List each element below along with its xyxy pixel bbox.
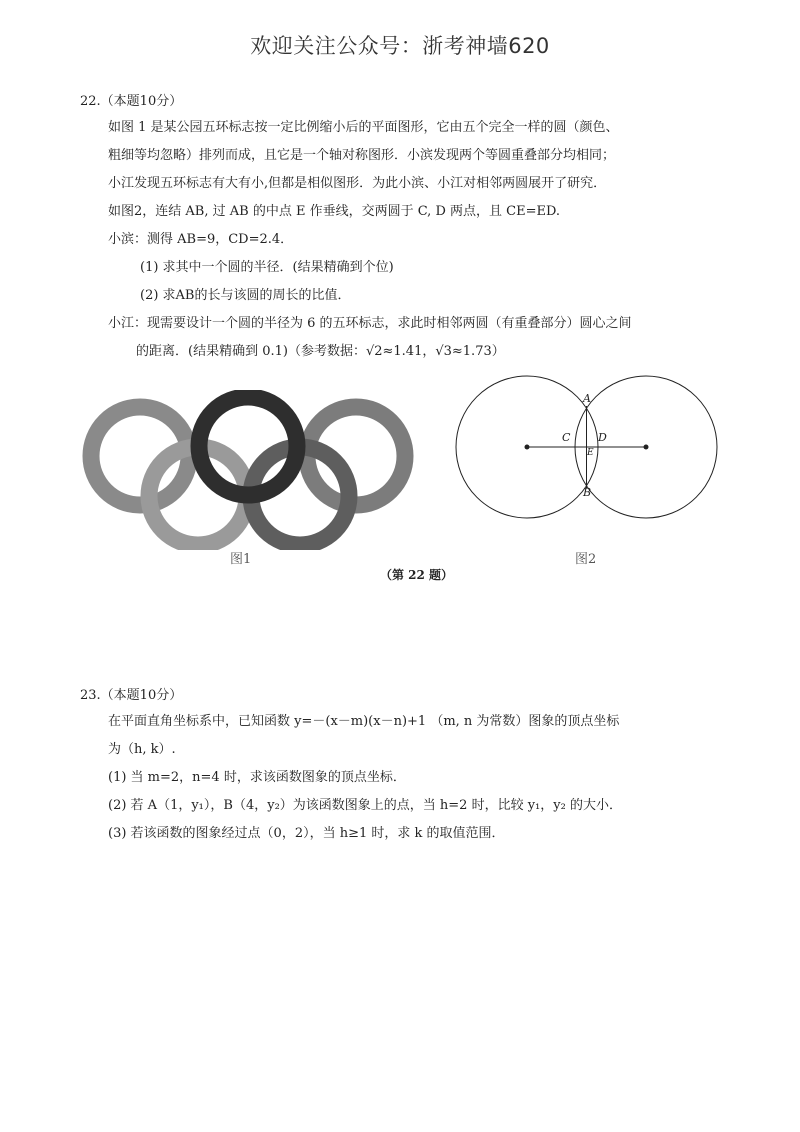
figure-2-caption: 图2	[575, 552, 597, 567]
q22-part-1: (1) 求其中一个圆的半径．(结果精确到个位)	[140, 260, 394, 275]
q22-line-5: 小滨：测得 AB=9，CD=2.4．	[108, 232, 294, 247]
point-e-label: E	[587, 448, 594, 458]
point-c-label: C	[562, 431, 571, 444]
page-header: 欢迎关注公众号：浙考神墙620	[250, 34, 550, 58]
q23-part-2: (2) 若 A（1，y₁），B（4，y₂）为该函数图象上的点，当 h=2 时，比较 y₁，y₂ 的大小．	[108, 798, 622, 813]
point-d-label: D	[598, 431, 607, 444]
q23-part-1: (1) 当 m=2，n=4 时，求该函数图象的顶点坐标．	[108, 770, 406, 785]
right-center-dot	[644, 445, 649, 450]
q22-line-2: 粗细等均忽略）排列而成，且它是一个轴对称图形．小滨发现两个等圆重叠部分均相同；	[108, 148, 616, 163]
q23-line-1: 在平面直角坐标系中，已知函数 y=－(x－m)(x－n)+1 （m, n 为常数）图象的顶点坐标	[108, 714, 620, 729]
q22-line-9: 的距离．(结果精确到 0.1)（参考数据：√2≈1.41，√3≈1.73）	[136, 344, 505, 359]
q22-line-4: 如图2，连结 AB, 过 AB 的中点 E 作垂线，交两圆于 C, D 两点，且 CE=ED.	[108, 204, 561, 219]
question-22-figure-caption: （第 22 题）	[380, 568, 454, 582]
q23-part-3: (3) 若该函数的图象经过点（0，2），当 h≥1 时，求 k 的取值范围．	[108, 826, 505, 841]
q22-line-8: 小江：现需要设计一个圆的半径为 6 的五环标志，求此时相邻两圆（有重叠部分）圆心之间	[108, 316, 632, 331]
question-22-head: 22.（本题10分）	[80, 94, 183, 109]
question-23-head: 23.（本题10分）	[80, 688, 183, 703]
figure-1-rings	[80, 390, 420, 550]
question-22	[80, 92, 720, 366]
q22-line-3: 小江发现五环标志有大有小,但都是相似图形．为此小滨、小江对相邻两圆展开了研究．	[108, 176, 607, 191]
left-center-dot	[525, 445, 530, 450]
figure-1-caption: 图1	[230, 552, 252, 567]
point-b-label: B	[583, 486, 592, 499]
q22-part-2: (2) 求AB的长与该圆的周长的比值．	[140, 288, 351, 303]
q22-line-1: 如图 1 是某公园五环标志按一定比例缩小后的平面图形，它由五个完全一样的圆（颜色、	[108, 120, 619, 135]
question-23	[80, 686, 720, 848]
q23-line-2: 为（h, k）.	[108, 742, 176, 757]
point-a-label: A	[583, 392, 591, 405]
